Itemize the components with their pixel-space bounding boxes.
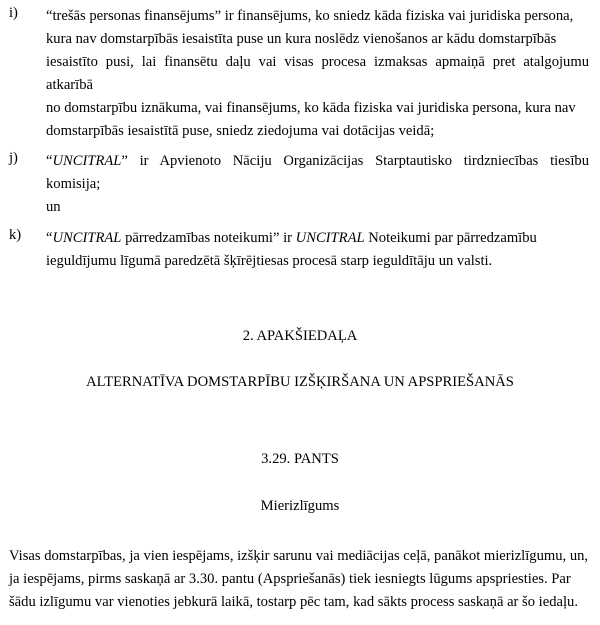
term-uncitral: UNCITRAL [52, 230, 122, 246]
term-uncitral: UNCITRAL [52, 153, 122, 169]
text-line: ieguldījumu līgumā paredzētā šķīrējtiesas procesā starp ieguldītāju un valsti. [46, 253, 493, 269]
article-paragraph [9, 545, 590, 614]
subsection-heading: 2. APAKŠIEDAĻA [242, 328, 358, 344]
item-label: j) [9, 150, 18, 166]
text-line: “trešās personas finansējums” ir finansējums, ko sniedz kāda fiziska vai juridiska persona, [46, 8, 574, 24]
definition-item-j [9, 150, 589, 219]
text-line: no domstarpību iznākuma, vai finansējums, ko kāda fiziska vai juridiska persona, kura nav [46, 100, 576, 116]
item-text [46, 5, 589, 143]
text-line: “UNCITRAL” ir Apvienoto Nāciju Organizācijas Starptautisko tirdzniecības tiesību komisija; [46, 153, 589, 192]
text-line: “UNCITRAL pārredzamības noteikumi” ir UNCITRAL Noteikumi par pārredzamību [46, 230, 537, 246]
text-line: ja iespējams, pirms saskaņā ar 3.30. pantu (Apspriešanās) tiek iesniegts lūgums apspriesties. Par [9, 571, 571, 587]
text-line: kura nav domstarpībās iesaistīta puse un kura noslēdz vienošanos ar kādu domstarpībās [46, 31, 557, 47]
term-uncitral: UNCITRAL [295, 230, 365, 246]
text-line: šādu izlīgumu var vienoties jebkurā laikā, tostarp pēc tam, kad sākts process saskaņā ar šo iedaļu. [9, 594, 578, 610]
text-line: un [46, 199, 61, 215]
article-title: Mierizlīgums [260, 498, 340, 514]
item-text [46, 227, 589, 273]
item-label: i) [9, 5, 18, 21]
text-line: Visas domstarpības, ja vien iespējams, izšķir sarunu vai mediācijas ceļā, panākot mierizlīgumu, un, [9, 548, 589, 564]
item-text [46, 150, 589, 219]
item-label: k) [9, 227, 22, 243]
definition-item-k [9, 227, 589, 273]
article-heading: 3.29. PANTS [261, 451, 339, 467]
definition-item-i [9, 5, 589, 143]
text-line: iesaistīto pusi, lai finansētu daļu vai visas procesa izmaksas apmaiņā pret atalgojumu atkarībā [46, 54, 589, 93]
subsection-title: ALTERNATĪVA DOMSTARPĪBU IZŠĶIRŠANA UN APSPRIEŠANĀS [86, 374, 514, 390]
text-line: domstarpībās iesaistītā puse, sniedz ziedojuma vai dotācijas veidā; [46, 123, 435, 139]
